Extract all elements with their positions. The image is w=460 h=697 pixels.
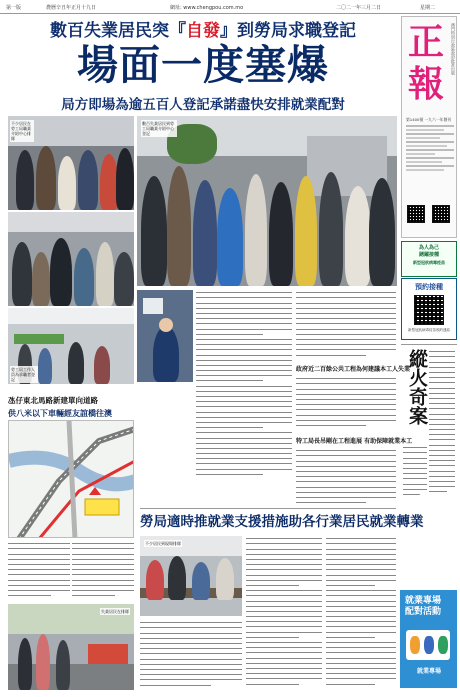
photo-main-crowd: [137, 116, 397, 286]
logo-char-1: 正: [407, 21, 444, 63]
subhead-3: 特工局長吊剛在工程進展 有助保障就業本工: [296, 438, 413, 445]
date: 二〇二一年三月二日: [336, 5, 382, 11]
side-column: [401, 344, 457, 504]
article-text-3: [296, 376, 396, 432]
photo-caption: 勞工局工作人員為求職者登記: [10, 366, 38, 383]
article-text-5: [8, 541, 70, 601]
website[interactable]: 網址: www.chengpou.com.mo: [170, 5, 244, 11]
map-title: [8, 395, 134, 420]
headline-main: 場面一度塞爆: [77, 41, 329, 89]
side-column-text: [429, 349, 455, 499]
photo-crowd-2: [8, 212, 134, 306]
article-text-7: [140, 620, 242, 690]
page-number: 第一版: [6, 5, 22, 11]
ad1-line1: 為人為己: [418, 245, 439, 251]
vaccine-ad[interactable]: [401, 241, 457, 277]
photo-crowd-1: [8, 116, 134, 210]
article-text-4: [296, 448, 396, 506]
photo-caption: 數百失業居民到勞工局職業介紹中心登記: [141, 120, 177, 137]
headline-deck: 局方即場為逾五百人登記承諾盡快安排就業配對: [61, 97, 345, 113]
map-title-line2: 供八米以下車輛經友誼橋往澳: [8, 408, 112, 418]
vaccine-booking-ad[interactable]: [401, 278, 457, 340]
qr-code-icon[interactable]: [432, 205, 450, 223]
article-text-1: [196, 290, 292, 490]
photo-caption: 失業居民在排隊: [101, 609, 129, 614]
ad1-line3: 新型冠狀病毒疫苗: [413, 260, 445, 265]
ad2-sub: 新型冠狀病毒疫苗預約連結: [408, 328, 450, 332]
headline-kicker: [8, 16, 398, 40]
road-map-graphic: [9, 421, 134, 538]
masthead: [401, 16, 457, 238]
photo-official: [137, 290, 193, 382]
qr-code-icon[interactable]: [407, 205, 425, 223]
booking-qr-icon[interactable]: [414, 295, 444, 325]
kicker-red: 自發: [186, 21, 220, 41]
side-column-title: 縱火奇案: [406, 349, 428, 425]
photo-desks: [140, 536, 242, 616]
masthead-logo: [406, 21, 446, 105]
article-text-9: [326, 536, 396, 690]
masthead-info: [406, 117, 454, 173]
ad2-title: 預約接種: [415, 283, 443, 291]
masthead-info-line: 第1400號 一九六一年創刊: [406, 117, 452, 122]
article-text-6: [72, 541, 134, 601]
job-fair-ad-label: 就業專場: [416, 668, 441, 675]
second-headline: 勞局適時推就業支援措施助各行業居民就業轉業: [140, 514, 424, 530]
kicker-post: 』到勞局求職登記: [220, 21, 356, 41]
photo-street: [8, 604, 134, 690]
article-text-8: [246, 536, 322, 690]
photo-caption: 不少居民在勞工局職業介紹中心排隊: [10, 120, 34, 142]
map-title-line1: 氹仔東北馬路新建單向道路: [8, 396, 98, 405]
subhead-4: 政府近二百餘公共工程為何建議本工人失業: [296, 366, 411, 373]
logo-char-2: 報: [407, 63, 444, 105]
weekday: 星期二: [420, 5, 436, 11]
photo-caption: 不少居民到現場排隊: [145, 541, 181, 546]
ad1-line2: 踴躍接種: [418, 252, 439, 258]
job-fair-ad-title: 就業專場 配對活動: [405, 596, 442, 617]
masthead-side-text: 澳門特別行政區政府批准出版: [451, 23, 456, 75]
photo-office: [8, 308, 134, 384]
divider: [140, 508, 396, 509]
job-fair-ad[interactable]: [400, 590, 457, 688]
top-info-bar: [0, 0, 460, 14]
lunar-date: 農曆辛丑年正月十九日: [46, 5, 97, 11]
road-map: [8, 420, 134, 538]
side-column-text-2: [403, 445, 427, 501]
kicker-pre: 數百失業居民突『: [50, 21, 186, 41]
article-text-2: [296, 290, 396, 360]
